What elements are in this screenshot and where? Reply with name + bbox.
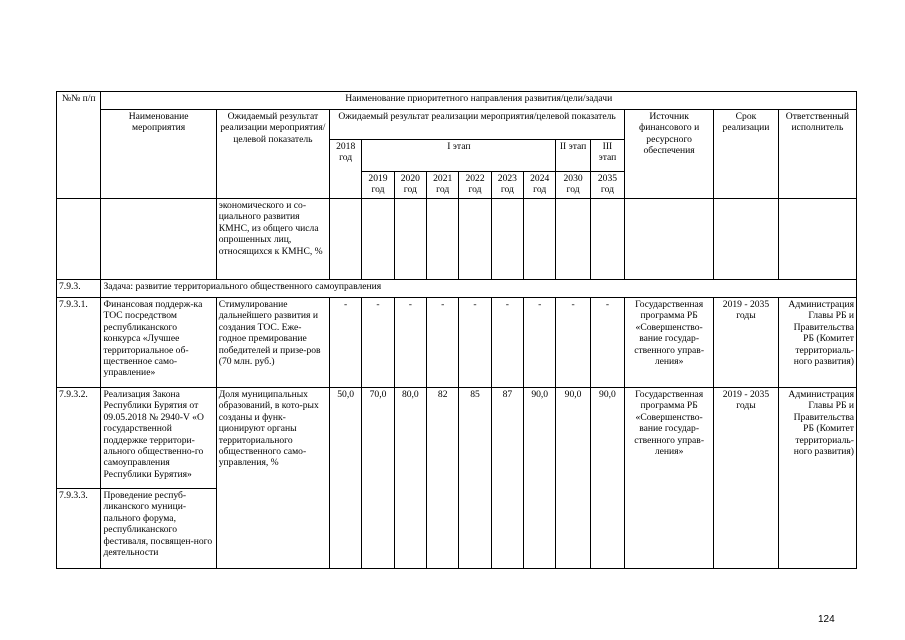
row-value: 90,0 bbox=[524, 388, 556, 569]
header-col-result: Ожидаемый результат реализации мероприятия/целевой показатель bbox=[216, 110, 329, 199]
row-value: 90,0 bbox=[556, 388, 590, 569]
task-num: 7.9.3. bbox=[57, 280, 101, 298]
row-resp: Администрация Главы РБ и Правительства РБ (Комитет территориаль-ного развития) bbox=[778, 388, 856, 569]
header-year: 2024 год bbox=[524, 172, 556, 199]
row-term: 2019 - 2035 годы bbox=[714, 298, 779, 388]
row-result: Стимулирование дальнейшего развития и создания ТОС. Еже-годное премирование победителей и призе-ров (70 млн. руб.) bbox=[216, 298, 329, 388]
header-top-title: Наименование приоритетного направления развития/цели/задачи bbox=[101, 92, 857, 110]
header-col-source: Источник финансового и ресурсного обеспечения bbox=[625, 110, 714, 199]
row-name: Проведение респуб-ликанского муници-пального форума, республиканского фестиваля, посвящен-ного деятельности bbox=[101, 489, 216, 569]
header-col-num: №№ п/п bbox=[57, 92, 101, 199]
row-name: Финансовая поддерж-ка ТОС посредством республиканского конкурса «Лучшее территориальное об-щественное само-управление» bbox=[101, 298, 216, 388]
row-result: Доля муниципальных образований, в кото-рых созданы и функ-ционируют органы территориального общественного само-управления, % bbox=[216, 388, 329, 569]
row-value: - bbox=[556, 298, 590, 388]
table-row bbox=[57, 388, 857, 489]
header-year: 2023 год bbox=[491, 172, 523, 199]
table-row bbox=[57, 199, 857, 280]
row-num: 7.9.3.2. bbox=[57, 388, 101, 489]
row-value: - bbox=[459, 298, 491, 388]
header-col-name: Наименование мероприятия bbox=[101, 110, 216, 199]
header-year: 2020 год bbox=[394, 172, 426, 199]
row-value: 87 bbox=[491, 388, 523, 569]
row-value: 85 bbox=[459, 388, 491, 569]
table-row bbox=[57, 298, 857, 388]
row-term: 2019 - 2035 годы bbox=[714, 388, 779, 569]
header-year: 2035 год bbox=[590, 172, 624, 199]
row-value: 70,0 bbox=[362, 388, 394, 569]
row-value: - bbox=[427, 298, 459, 388]
row-value: - bbox=[329, 298, 361, 388]
row-name: Реализация Закона Республики Бурятия от 09.05.2018 № 2940-V «О государственной поддержке территори-ального общественно-го самоуправления Республики Бурятия» bbox=[101, 388, 216, 489]
row-value: - bbox=[590, 298, 624, 388]
header-year: 2022 год bbox=[459, 172, 491, 199]
row-value: - bbox=[524, 298, 556, 388]
header-col-resp: Ответственный исполнитель bbox=[778, 110, 856, 199]
page-number: 124 bbox=[818, 614, 835, 625]
row-num: 7.9.3.1. bbox=[57, 298, 101, 388]
row-value: 80,0 bbox=[394, 388, 426, 569]
header-year: 2030 год bbox=[556, 172, 590, 199]
header-year: 2021 год bbox=[427, 172, 459, 199]
header-stage-2: II этап bbox=[556, 140, 590, 172]
header-col-indicator: Ожидаемый результат реализации мероприятия/целевой показатель bbox=[329, 110, 624, 140]
action-plan-table bbox=[56, 91, 857, 569]
row-value: - bbox=[394, 298, 426, 388]
continuation-result: экономического и со-циального развития КМНС, из общего числа опрошенных лиц, относящихся к КМНС, % bbox=[216, 199, 329, 280]
task-text: Задача: развитие территориального общественного самоуправления bbox=[101, 280, 857, 298]
row-value: 90,0 bbox=[590, 388, 624, 569]
row-source: Государственная программа РБ «Совершенство-вание государ-ственного управ-ления» bbox=[625, 298, 714, 388]
header-col-term: Срок реализации bbox=[714, 110, 779, 199]
header-stage-1: I этап bbox=[362, 140, 556, 172]
header-stage-3: III этап bbox=[590, 140, 624, 172]
task-row bbox=[57, 280, 857, 298]
row-value: - bbox=[491, 298, 523, 388]
row-num: 7.9.3.3. bbox=[57, 489, 101, 569]
row-resp: Администрация Главы РБ и Правительства РБ (Комитет территориаль-ного развития) bbox=[778, 298, 856, 388]
row-source: Государственная программа РБ «Совершенство-вание государ-ственного управ-ления» bbox=[625, 388, 714, 569]
row-value: 50,0 bbox=[329, 388, 361, 569]
row-value: 82 bbox=[427, 388, 459, 569]
row-value: - bbox=[362, 298, 394, 388]
header-year: 2019 год bbox=[362, 172, 394, 199]
header-year-2018: 2018 год bbox=[329, 140, 361, 199]
